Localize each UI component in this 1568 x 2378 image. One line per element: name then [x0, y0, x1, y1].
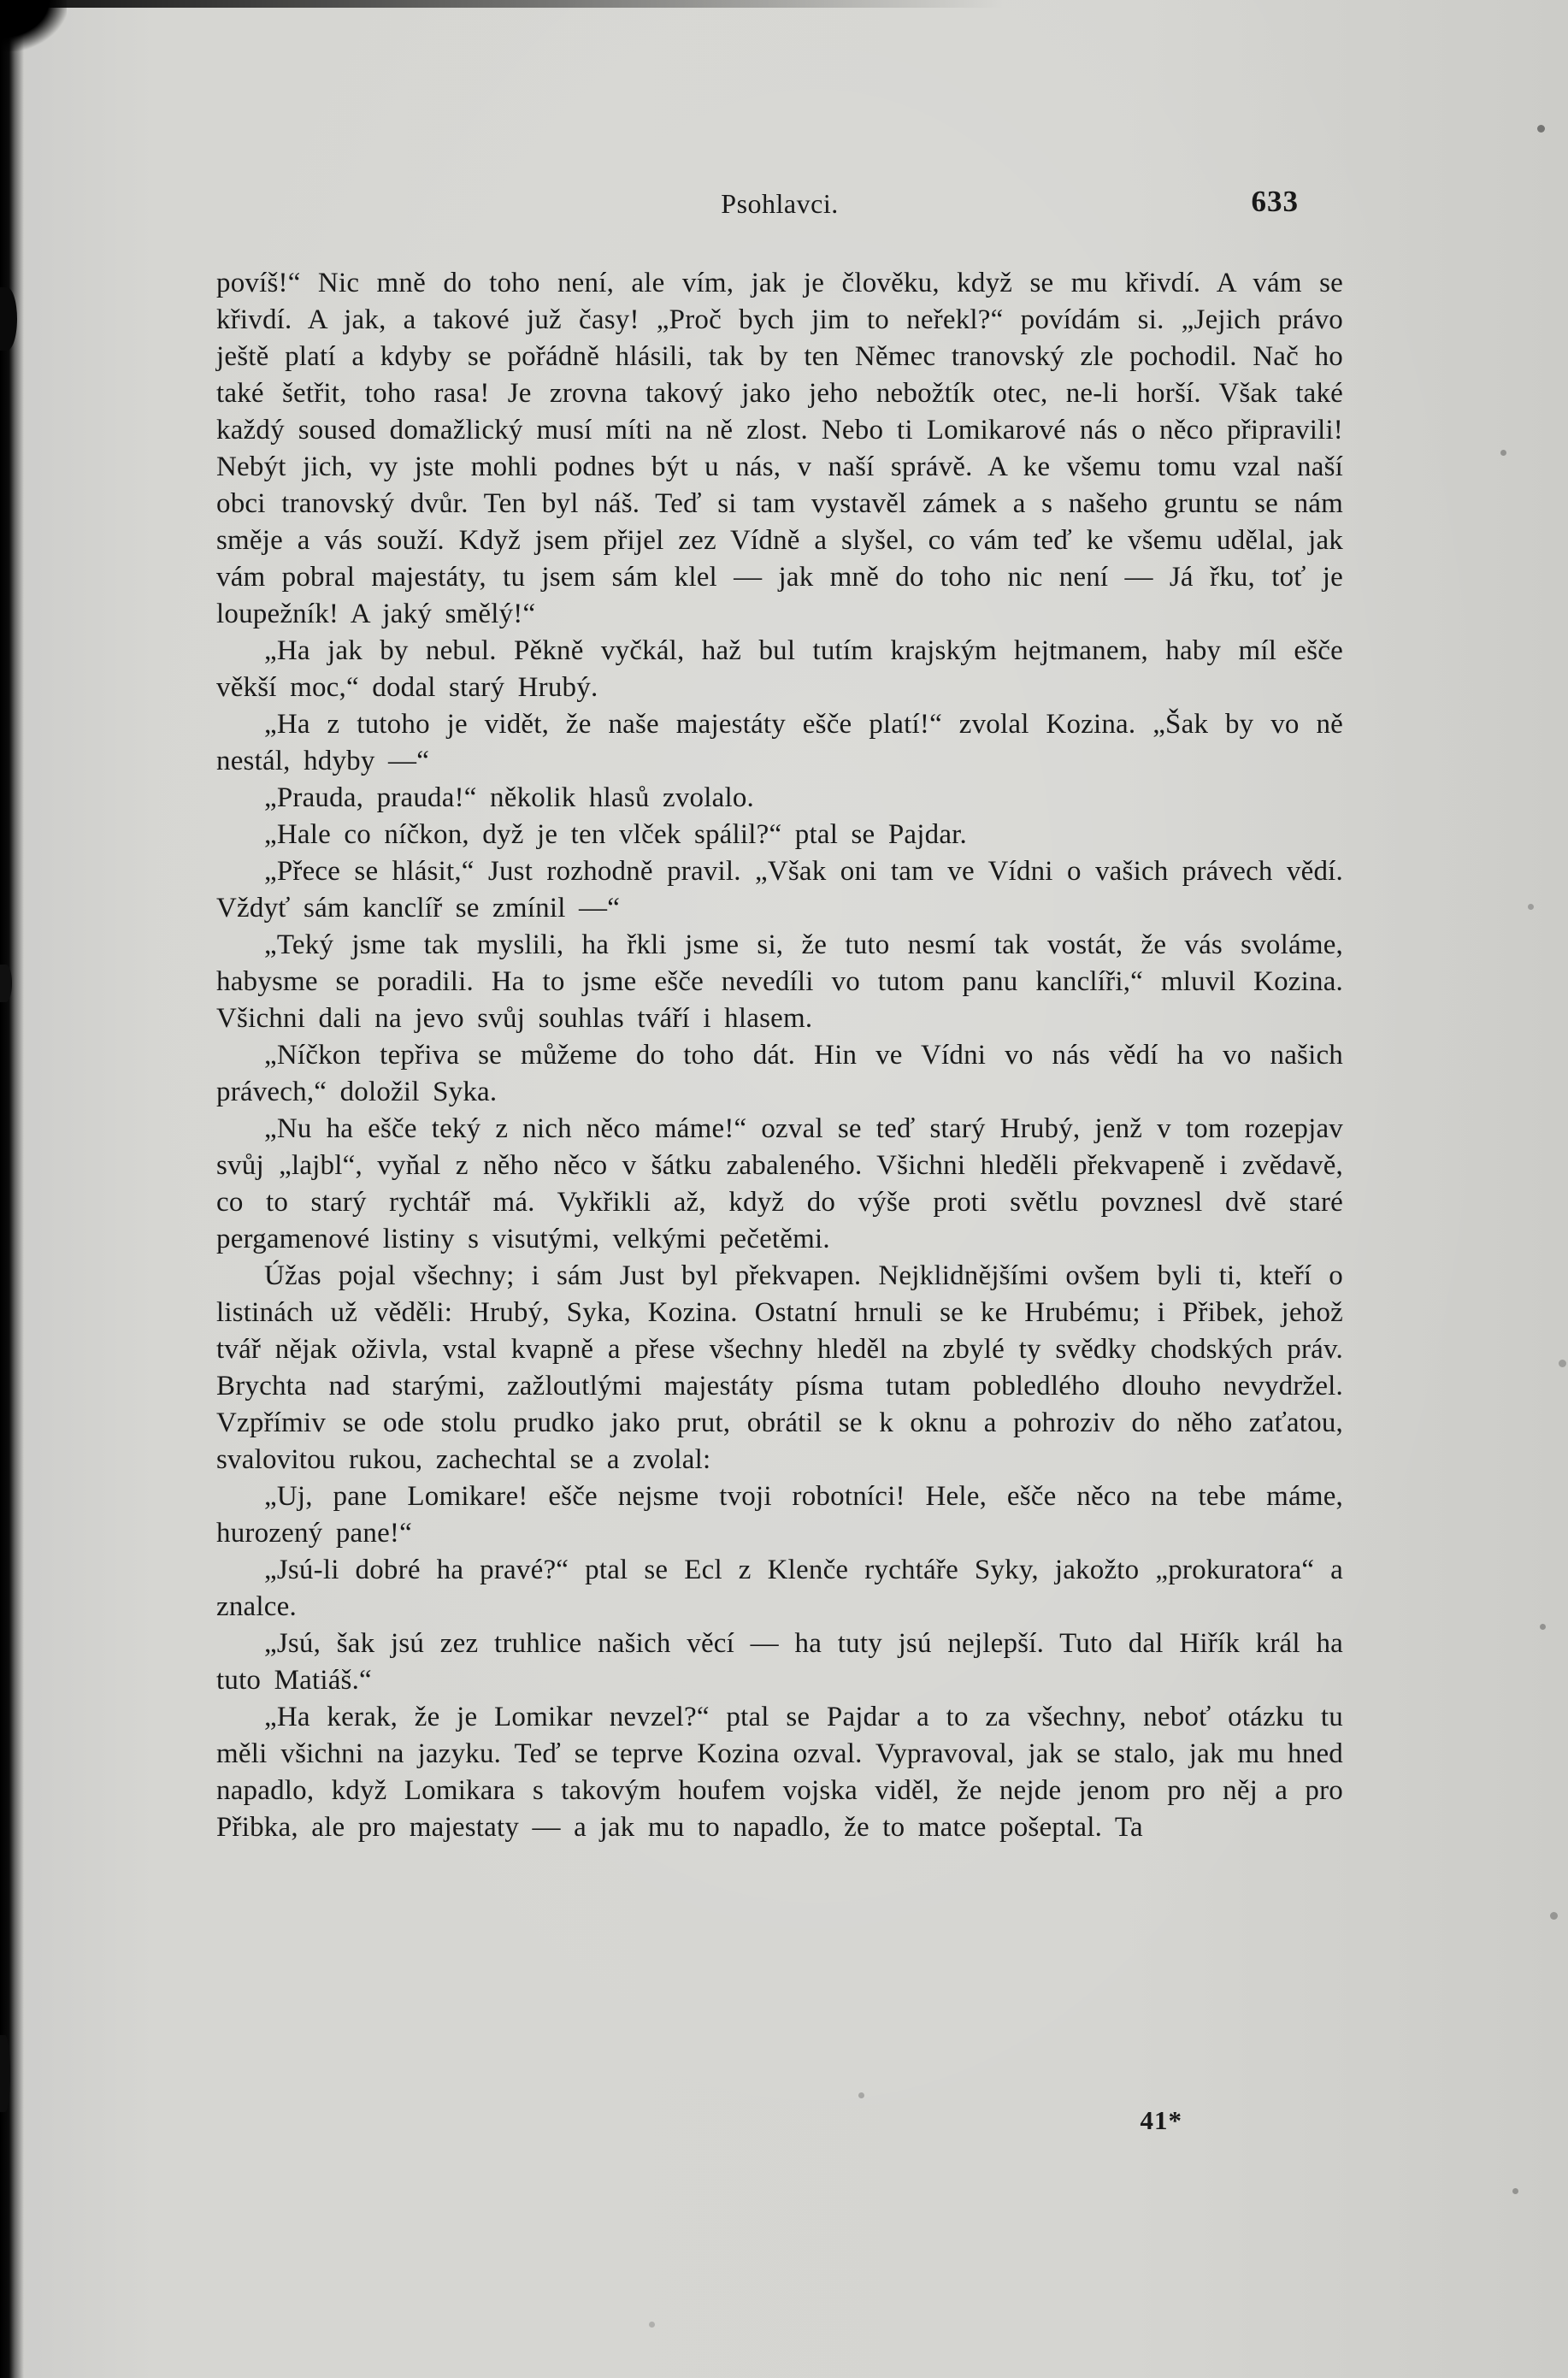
scan-artifact — [0, 2035, 10, 2112]
paragraph: Úžas pojal všechny; i sám Just byl překvapen. Nejklidnějšími ovšem byli ti, kteří o listinách už věděli: Hrubý, Syka, Kozina. Ostatní hrnuli se ke Hrubému; i Přibek, jehož tvář nějak oživla, vstal kvapně a přese všechny hleděl na zbylé ty svědky chodských práv. Brychta nad starými, zažloutlými majestáty písma tutam pobledlého dlouho nevydržel. Vzpřímiv se ode stolu prudko jako prut, obrátil se k oknu a pohroziv do něho zaťatou, svalovitou rukou, zachechtal se a zvolal: — [216, 1260, 1343, 1475]
paragraph: „Ha z tutoho je vidět, že naše majestáty ešče platí!“ zvolal Kozina. „Šak by vo ně nestál, hdyby —“ — [216, 709, 1343, 776]
page-number: 633 — [1251, 185, 1299, 218]
running-header — [216, 185, 1343, 227]
paragraph: „Ha kerak, že je Lomikar nevzel?“ ptal se Pajdar a to za všechny, neboť otázku tu měli všichni na jazyku. Teď se teprve Kozina ozval. Vypravoval, jak se stalo, jak mu hned napadlo, když Lomikara s takovým houfem vojska viděl, že nejde jenom pro něj a pro Přibka, ale pro majestaty — a jak mu to napadlo, že to matce pošeptal. Ta — [216, 1702, 1343, 1843]
paragraph: „Ha jak by nebul. Pěkně vyčkál, haž bul tutím krajským hejtmanem, haby míl ešče věkší moc,“ dodal starý Hrubý. — [216, 635, 1343, 703]
text-block — [216, 265, 1343, 1846]
paragraph: povíš!“ Nic mně do toho není, ale vím, jak je člověku, když se mu křivdí. A vám se křivdí. A jak, a takové juž časy! „Proč bych jim to neřekl?“ povídám si. „Jejich právo ještě platí a kdyby se pořádně hlásili, tak by ten Němec tranovský zle pochodil. Nač ho také šetřit, toho rasa! Je zrovna takový jako jeho nebožtík otec, ne-li horší. Však také každý soused domažlický musí míti na ně zlost. Nebo ti Lomikarové nás o něco připravili! Nebýt jich, vy jste mohli podnes být u nás, v naší správě. A ke všemu tomu vzal naší obci tranovský dvůr. Ten byl náš. Teď si tam vystavěl zámek a s našeho gruntu se nám směje a vás souží. Když jsem přijel zez Vídně a slyšel, co vám teď ke všemu udělal, jak vám pobral majestáty, tu jsem sám klel — jak mně do toho nic není — Já řku, toť je loupežník! A jaký smělý!“ — [216, 268, 1343, 629]
paragraph: „Jsú, šak jsú zez truhlice našich věcí — ha tuty jsú nejlepší. Tuto dal Hiřík král ha tuto Matiáš.“ — [216, 1628, 1343, 1696]
paragraph: „Prauda, prauda!“ několik hlasů zvolalo. — [264, 782, 754, 813]
corner-shadow — [0, 0, 67, 51]
paragraph: „Uj, pane Lomikare! ešče nejsme tvoji robotníci! Hele, ešče něco na tebe máme, hurozený pane!“ — [216, 1481, 1343, 1549]
paragraph: „Hale co níčkon, dyž je ten vlček spálil?“ ptal se Pajdar. — [264, 819, 967, 850]
paragraph: „Níčkon tepřiva se můžeme do toho dát. Hin ve Vídni vo nás vědí ha vo našich právech,“ doložil Syka. — [216, 1040, 1343, 1107]
paragraph: „Nu ha ešče teký z nich něco máme!“ ozval se teď starý Hrubý, jenž v tom rozepjav svůj „lajbl“, vyňal z něho něco v šátku zabaleného. Všichni hleděli překvapeně i zvědavě, co to starý rychtář má. Vykřikli až, když do výše proti světlu povznesl dvě staré pergamenové listiny s visutými, velkými pečetěmi. — [216, 1113, 1343, 1254]
paragraph: „Teký jsme tak myslili, ha řkli jsme si, že tuto nesmí tak vostát, že vás svoláme, habysme se poradili. Ha to jsme ešče nevedíli vo tutom panu kanclíři,“ mluvil Kozina. Všichni dali na jevo svůj souhlas tváří i hlasem. — [216, 929, 1343, 1034]
running-title: Psohlavci. — [721, 188, 839, 219]
top-edge-shadow — [0, 0, 1004, 8]
signature-mark: 41* — [1140, 2105, 1182, 2135]
paragraph: „Jsú-li dobré ha pravé?“ ptal se Ecl z Klenče rychtáře Syky, jakožto „prokuratora“ a znalce. — [216, 1555, 1343, 1622]
scan-noise-specks — [0, 0, 4, 4]
scan-artifact — [0, 965, 12, 1002]
paragraph: „Přece se hlásit,“ Just rozhodně pravil. „Však oni tam ve Vídni o vašich právech vědí. Vždyť sám kanclíř se zmínil —“ — [216, 856, 1343, 923]
binding-shadow — [0, 0, 24, 2378]
